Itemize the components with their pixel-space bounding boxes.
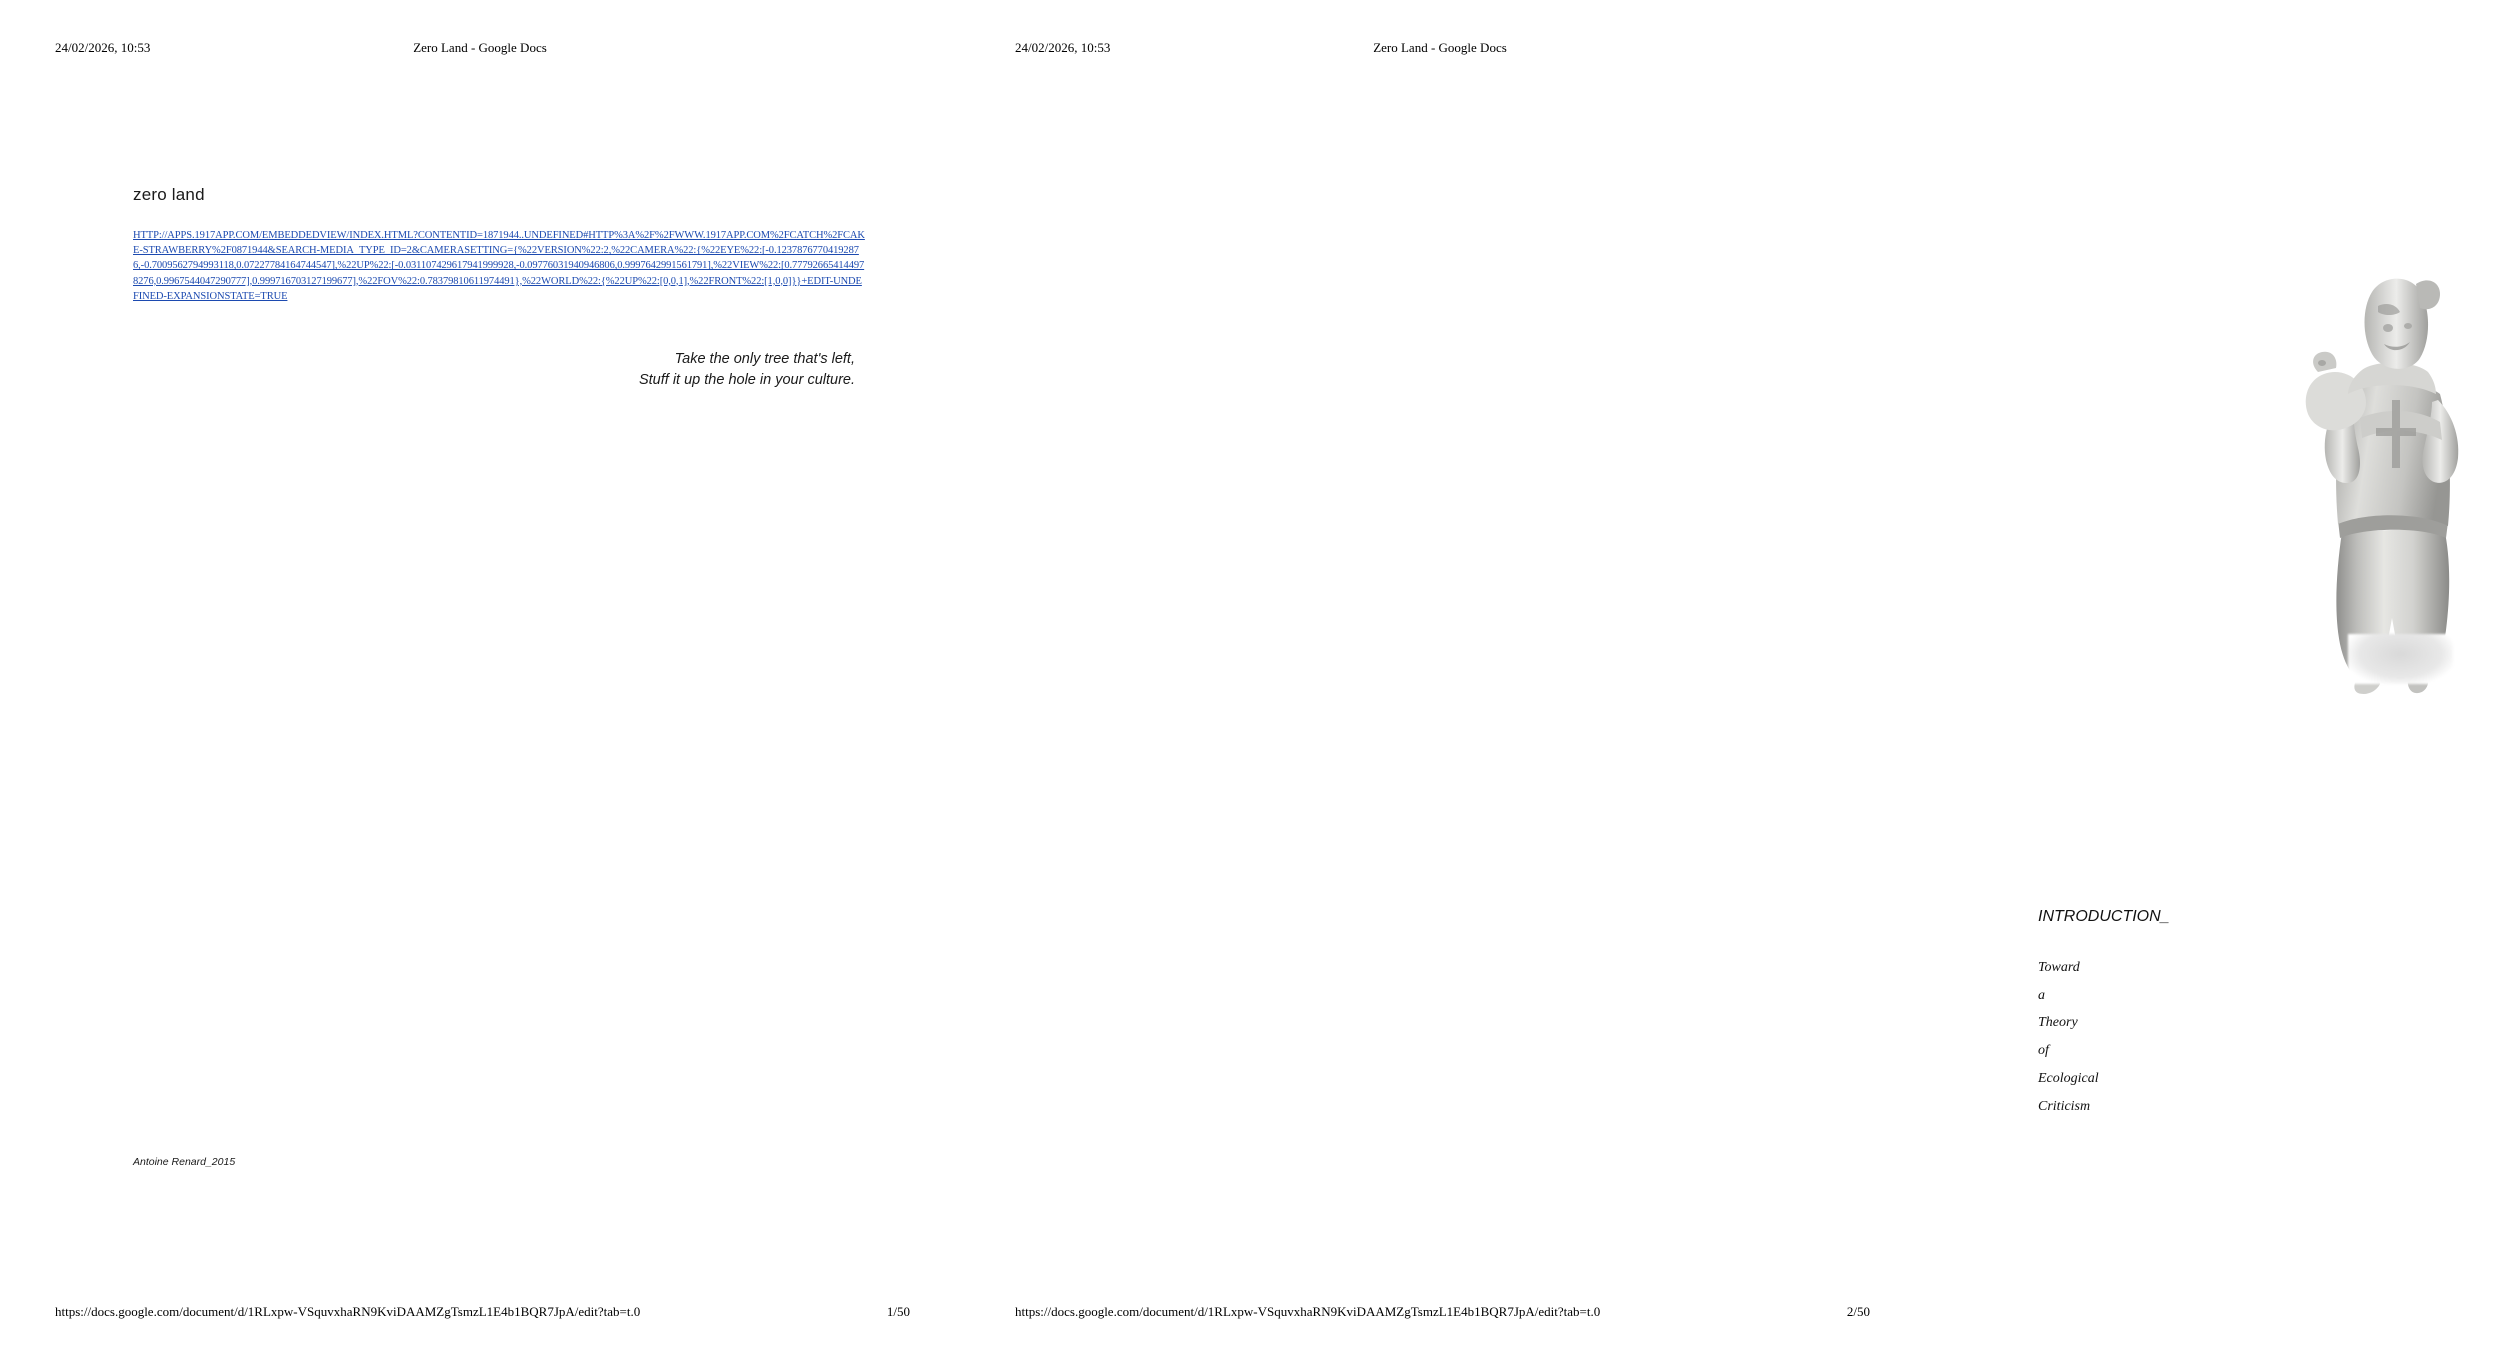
subtitle-line-1: Toward bbox=[2038, 960, 2080, 975]
epigraph-line-1: Take the only tree that's left, bbox=[674, 351, 855, 367]
footer-url[interactable]: https://docs.google.com/document/d/1RLxpw-VSquvxhaRN9KviDAAMZgTsmzL1E4b1BQR7JpA/edit?tab=t.0 bbox=[55, 1304, 641, 1319]
figure-shadow bbox=[2348, 634, 2453, 684]
footer-page-number: 2/50 bbox=[1846, 1304, 1870, 1319]
subtitle-line-3: Theory bbox=[2038, 1015, 2078, 1031]
subtitle-stack bbox=[2038, 954, 2099, 1120]
header-date: 24/02/2026, 10:53 bbox=[55, 40, 151, 55]
page-2-header bbox=[960, 40, 1920, 56]
subtitle-line-2: a bbox=[2038, 987, 2045, 1003]
subtitle-line-4: of bbox=[2038, 1043, 2049, 1059]
epigraph bbox=[430, 349, 855, 390]
author-credit: Antoine Renard_2015 bbox=[133, 1156, 236, 1168]
page-2 bbox=[960, 0, 2170, 1358]
subtitle-line-6: Criticism bbox=[2038, 1098, 2091, 1114]
sculpture-icon bbox=[2300, 232, 2500, 702]
sculpture-figure bbox=[2300, 232, 2500, 732]
page-title: zero land bbox=[133, 185, 205, 204]
section-heading: INTRODUCTION_ bbox=[2038, 908, 2170, 925]
page-1 bbox=[0, 0, 960, 1358]
page-1-footer bbox=[0, 1304, 960, 1320]
embedded-url-paragraph[interactable]: HTTP://APPS.1917APP.COM/EMBEDDEDVIEW/INDEX.HTML?CONTENTID=1871944..UNDEFINED#HTTP%3A%2F%2FWWW.1917APP.COM%2FCATCH%2FCAKE-STRAWBERRY%2F0871944&SEARCH-MEDIA_TYPE_ID=2&CAMERASETTING={%22VERSION%22:2,%22CAMERA%22:{%22EYE%22:[-0.12378767704192876,-0.7009562794993118,0.07227784164744547],%22UP%22:[-0.031107429617941999928,-0.09776031940946806,0.9997642991561791],%22VIEW%22:[0.777926654144978276,0.9967544047290777],0.999716703127199677],%22FOV%22:0.78379810611974491},%22WORLD%22:{%22UP%22:[0,0,1],%22FRONT%22:[1,0,0]}}+EDIT-UNDEFINED-EXPANSIONSTATE=TRUE bbox=[133, 230, 865, 302]
header-date: 24/02/2026, 10:53 bbox=[1015, 40, 1111, 55]
header-document-title: Zero Land - Google Docs bbox=[413, 40, 547, 55]
epigraph-line-2: Stuff it up the hole in your culture. bbox=[638, 371, 855, 388]
footer-url[interactable]: https://docs.google.com/document/d/1RLxpw-VSquvxhaRN9KviDAAMZgTsmzL1E4b1BQR7JpA/edit?tab=t.0 bbox=[1015, 1304, 1601, 1319]
subtitle-line-5: Ecological bbox=[2038, 1070, 2099, 1086]
page-1-header bbox=[0, 40, 960, 56]
page-2-footer bbox=[960, 1304, 1920, 1320]
header-document-title: Zero Land - Google Docs bbox=[1373, 40, 1507, 55]
footer-page-number: 1/50 bbox=[886, 1304, 910, 1319]
